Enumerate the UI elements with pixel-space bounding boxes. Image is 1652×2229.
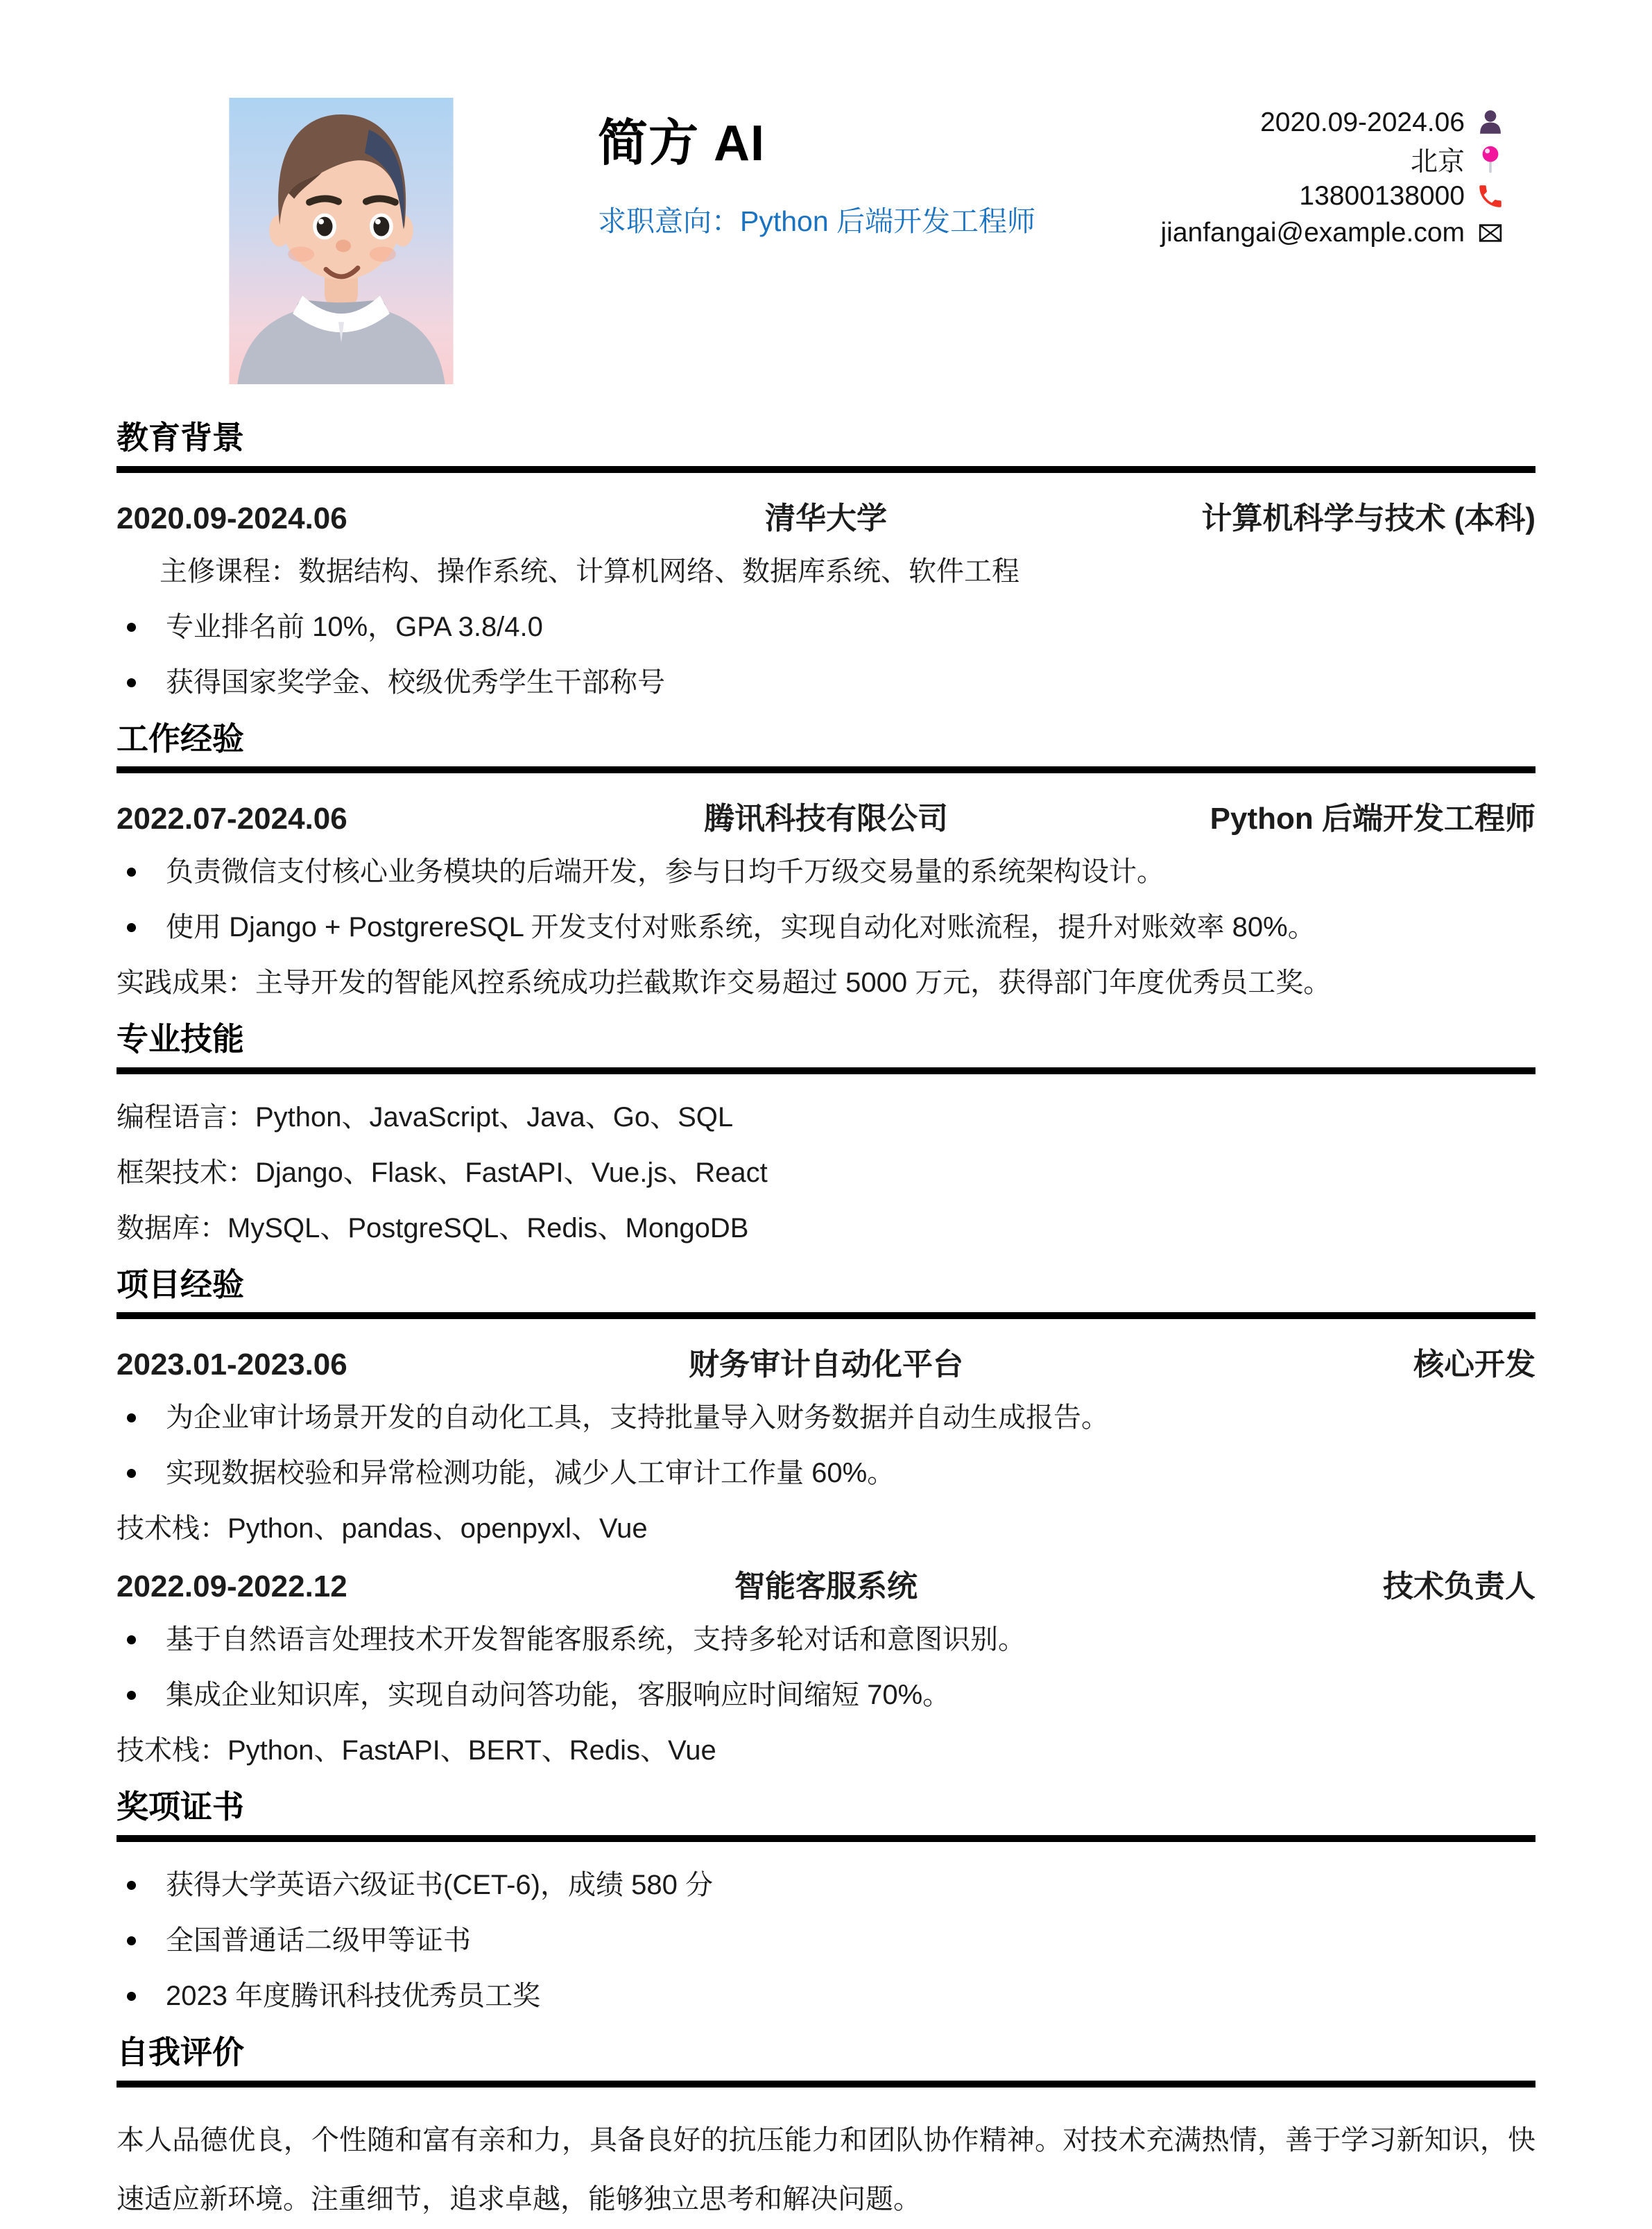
work-date: 2022.07-2024.06	[117, 802, 347, 836]
project-name: 财务审计自动化平台	[689, 1348, 963, 1382]
award-bullet: 全国普通话二级甲等证书	[166, 1925, 471, 1956]
bullet-dot	[127, 1469, 136, 1478]
award-bullet: 2023 年度腾讯科技优秀员工奖	[166, 1980, 541, 2011]
section-title-education: 教育背景	[117, 420, 1535, 473]
list-item	[117, 911, 1535, 944]
bullet-dot	[127, 868, 136, 877]
section-projects	[117, 1267, 1535, 1768]
education-degree: 计算机科学与技术 (本科)	[1201, 501, 1535, 535]
skills-databases: 数据库：MySQL、PostgreSQL、Redis、MongoDB	[117, 1212, 749, 1243]
list-item	[117, 1979, 1535, 2013]
project-bullet: 实现数据校验和异常检测功能，减少人工审计工作量 60%。	[166, 1458, 895, 1489]
section-skills	[117, 1022, 1535, 1245]
list-item	[117, 1401, 1535, 1434]
project-bullet: 为企业审计场景开发的自动化工具，支持批量导入财务数据并自动生成报告。	[166, 1402, 1109, 1434]
section-title-projects: 项目经验	[117, 1267, 1535, 1320]
section-title-work: 工作经验	[117, 721, 1535, 774]
project-role: 技术负责人	[1383, 1569, 1535, 1604]
contact-period	[1161, 104, 1505, 141]
work-achievement: 实践成果：主导开发的智能风控系统成功拦截欺诈交易超过 5000 万元，获得部门年度优秀员工奖。	[117, 967, 1332, 999]
envelope-icon	[1476, 218, 1505, 248]
skills-languages: 编程语言：Python、JavaScript、Java、Go、SQL	[117, 1101, 734, 1133]
contact-list	[1161, 104, 1505, 251]
work-entry-header	[117, 800, 1535, 838]
self-evaluation-paragraph: 本人品德优良，个性随和富有亲和力，具备良好的抗压能力和团队协作精神。对技术充满热情，善于学习新知识，快速适应新环境。注重细节，追求卓越，能够独立思考和解决问题。	[117, 2124, 1535, 2214]
project-entry	[117, 1567, 1535, 1767]
contact-email	[1161, 214, 1505, 251]
work-company: 腾讯科技有限公司	[704, 802, 948, 836]
project-date: 2022.09-2022.12	[117, 1569, 347, 1604]
contact-city	[1161, 141, 1505, 178]
education-school: 清华大学	[765, 501, 887, 535]
section-work	[117, 721, 1535, 1000]
job-objective: 求职意向：Python 后端开发工程师	[598, 205, 1036, 238]
bullet-dot	[127, 1635, 136, 1644]
person-icon	[1476, 108, 1505, 137]
list-item	[117, 1456, 1535, 1490]
section-title-awards: 奖项证书	[117, 1789, 1535, 1842]
contact-city-text: 北京	[1410, 146, 1465, 177]
avatar	[229, 98, 454, 384]
project-role: 核心开发	[1413, 1348, 1535, 1382]
project-name: 智能客服系统	[734, 1569, 918, 1604]
education-bullet: 获得国家奖学金、校级优秀学生干部称号	[166, 666, 665, 698]
project-stack: 技术栈：Python、pandas、openpyxl、Vue	[117, 1513, 648, 1544]
section-title-summary: 自我评价	[117, 2035, 1535, 2088]
list-item	[117, 1868, 1535, 1902]
section-summary	[117, 2035, 1535, 2229]
bullet-dot	[127, 1992, 136, 2001]
bullet-dot	[127, 678, 136, 687]
project-entry-header	[117, 1567, 1535, 1606]
project-entry	[117, 1345, 1535, 1545]
bullet-dot	[127, 623, 136, 632]
bullet-dot	[127, 1413, 136, 1422]
work-role: Python 后端开发工程师	[1210, 802, 1535, 836]
list-item	[117, 855, 1535, 888]
resume-header	[117, 0, 1535, 399]
project-bullet: 基于自然语言处理技术开发智能客服系统，支持多轮对话和意图识别。	[166, 1624, 1026, 1655]
bullet-dot	[127, 1881, 136, 1890]
list-item	[117, 1623, 1535, 1656]
education-courses: 主修课程：数据结构、操作系统、计算机网络、数据库系统、软件工程	[160, 556, 1019, 587]
project-entry-header	[117, 1345, 1535, 1384]
work-bullet: 负责微信支付核心业务模块的后端开发，参与日均千万级交易量的系统架构设计。	[166, 857, 1164, 888]
bullet-dot	[127, 1936, 136, 1945]
list-item	[117, 666, 1535, 699]
education-bullet: 专业排名前 10%，GPA 3.8/4.0	[166, 611, 543, 642]
section-awards	[117, 1789, 1535, 2013]
list-item	[117, 1924, 1535, 1957]
bullet-dot	[127, 923, 136, 932]
skills-frameworks: 框架技术：Django、Flask、FastAPI、Vue.js、React	[117, 1157, 768, 1188]
avatar-illustration	[229, 98, 454, 384]
contact-period-text: 2020.09-2024.06	[1260, 107, 1465, 137]
project-bullet: 集成企业知识库，实现自动问答功能，客服响应时间缩短 70%。	[166, 1680, 951, 1711]
contact-phone-text: 13800138000	[1299, 180, 1465, 211]
section-education	[117, 420, 1535, 699]
project-stack: 技术栈：Python、FastAPI、BERT、Redis、Vue	[117, 1735, 716, 1766]
list-item	[117, 1678, 1535, 1712]
section-title-skills: 专业技能	[117, 1022, 1535, 1074]
contact-phone	[1161, 178, 1505, 214]
list-item	[117, 610, 1535, 644]
location-pin-icon	[1476, 145, 1505, 174]
headline-block	[598, 117, 1035, 239]
candidate-name: 简方 AI	[598, 116, 766, 171]
work-bullet: 使用 Django + PostgrereSQL 开发支付对账系统，实现自动化对账流程，提升对账效率 80%。	[166, 912, 1316, 943]
contact-email-text: jianfangai@example.com	[1160, 217, 1465, 248]
award-bullet: 获得大学英语六级证书(CET-6)，成绩 580 分	[166, 1869, 713, 1900]
education-entry-header	[117, 499, 1535, 538]
bullet-dot	[127, 1691, 136, 1700]
education-date: 2020.09-2024.06	[117, 501, 347, 535]
project-date: 2023.01-2023.06	[117, 1348, 347, 1382]
phone-icon	[1476, 182, 1505, 211]
